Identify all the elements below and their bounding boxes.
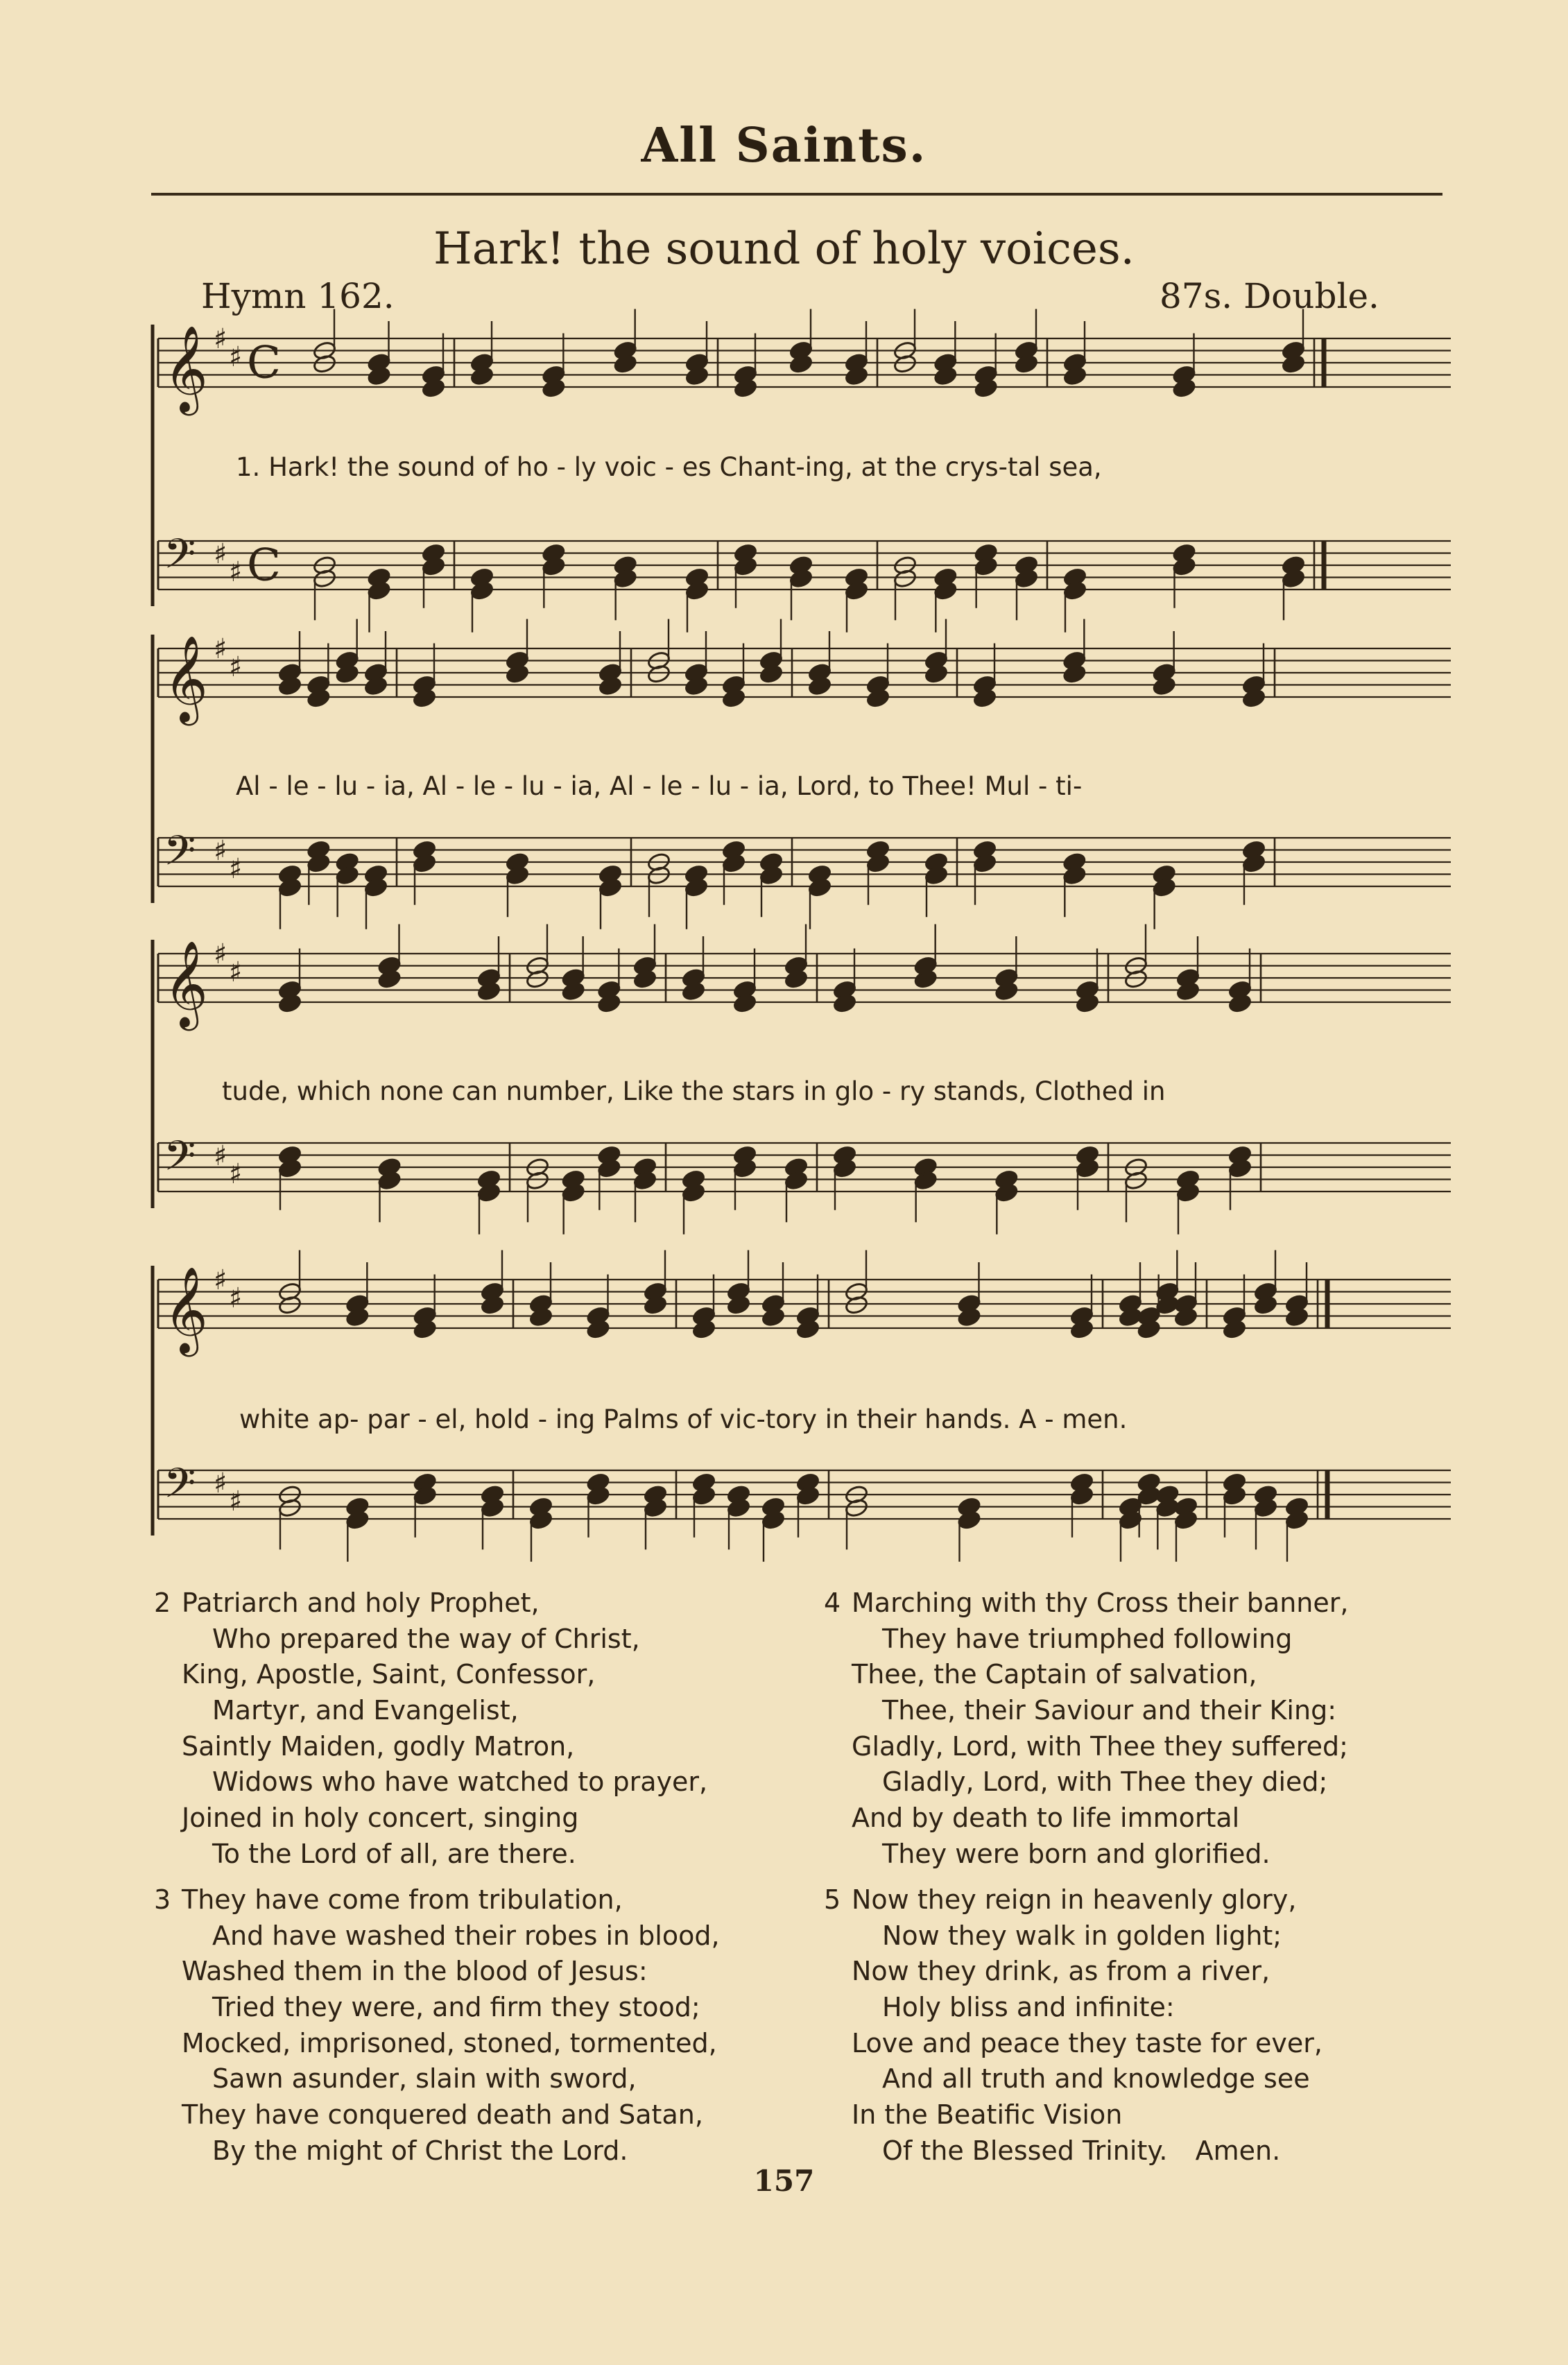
sharp-icon: ♯: [229, 1486, 243, 1517]
verse-line: They have triumphed following: [882, 1623, 1293, 1654]
verse-line: Love and peace they taste for ever,: [852, 2027, 1323, 2058]
verse-line: Marching with thy Cross their banner,: [852, 1588, 1349, 1618]
verse-line: Joined in holy concert, singing: [182, 1803, 579, 1834]
verse-5: [824, 1882, 1323, 2169]
amen-text: Amen.: [1195, 2135, 1281, 2166]
hymn-number: Hymn 162.: [201, 276, 395, 316]
verse-line: King, Apostle, Saint, Confessor,: [182, 1659, 596, 1690]
verse-line: Now they drink, as from a river,: [852, 1956, 1270, 1987]
verse-line: Thee, their Saviour and their King:: [882, 1695, 1336, 1726]
verse-line: Who prepared the way of Christ,: [212, 1623, 640, 1654]
verse-line: They have conquered death and Satan,: [182, 2099, 703, 2131]
treble-clef-icon: 𝄞: [164, 1266, 208, 1353]
verse-line: They were born and glorified.: [882, 1838, 1270, 1869]
bass-clef-icon: 𝄢: [164, 1459, 196, 1517]
verse-line: Gladly, Lord, with Thee they died;: [882, 1766, 1328, 1798]
verse-line: Now they reign in heavenly glory,: [852, 1884, 1297, 1915]
verse-line: Patriarch and holy Prophet,: [182, 1588, 540, 1618]
sharp-icon: ♯: [229, 956, 243, 988]
treble-clef-icon: 𝄞: [164, 635, 208, 722]
sharp-icon: ♯: [229, 341, 243, 373]
verse-line: And by death to life immortal: [852, 1803, 1240, 1834]
sharp-icon: ♯: [229, 651, 243, 683]
music-lyric-line: Al - le - lu - ia, Al - le - lu - ia, Al - le - lu - ia, Lord, to Thee! Mul - ti-: [236, 771, 1083, 801]
verse-line: In the Beatific Vision: [852, 2099, 1123, 2131]
verse-line: Martyr, and Evangelist,: [212, 1695, 519, 1726]
verse-3: [154, 1882, 720, 2169]
sharp-icon: ♯: [214, 633, 227, 665]
verse-line: By the might of Christ the Lord.: [212, 2135, 628, 2166]
verse-line: Saintly Maiden, godly Matron,: [182, 1730, 575, 1762]
verse-number: 5: [824, 1884, 841, 1915]
sharp-icon: ♯: [214, 538, 227, 570]
hymn-meter: 87s. Double.: [1160, 276, 1379, 316]
hymn-title: Hark! the sound of holy voices.: [433, 223, 1135, 275]
common-time-icon: C: [247, 337, 281, 389]
verse-line: And have washed their robes in blood,: [212, 1920, 720, 1951]
sharp-icon: ♯: [214, 323, 227, 355]
verse-2: [154, 1585, 708, 1873]
verse-line: Widows who have watched to prayer,: [212, 1766, 708, 1798]
sharp-icon: ♯: [214, 1264, 227, 1296]
verse-line: Now they walk in golden light;: [882, 1920, 1282, 1951]
sharp-icon: ♯: [214, 938, 227, 970]
verse-line-text: Of the Blessed Trinity.: [882, 2135, 1168, 2166]
verse-line: Sawn asunder, slain with sword,: [212, 2063, 637, 2095]
music-lyric-line: 1. Hark! the sound of ho - ly voic - es Chant-ing, at the crys-tal sea,: [236, 452, 1102, 482]
sharp-icon: ♯: [214, 835, 227, 867]
treble-clef-icon: 𝄞: [164, 325, 208, 412]
bass-clef-icon: 𝄢: [164, 826, 196, 885]
verse-line: And all truth and knowledge see: [882, 2063, 1310, 2095]
bass-clef-icon: 𝄢: [164, 1131, 196, 1190]
music-lyric-line: tude, which none can number, Like the stars in glo - ry stands, Clothed in: [222, 1076, 1166, 1106]
sharp-icon: ♯: [214, 1140, 227, 1172]
verse-number: 4: [824, 1588, 841, 1618]
sharp-icon: ♯: [229, 1282, 243, 1314]
verse-4: [824, 1585, 1349, 1873]
verse-line: Holy bliss and infinite:: [882, 1992, 1175, 2023]
verse-line: They have come from tribulation,: [182, 1884, 623, 1915]
section-title: All Saints.: [641, 118, 927, 173]
page-number: 157: [753, 2164, 815, 2198]
verse-line: Washed them in the blood of Jesus:: [182, 1956, 648, 1987]
verse-line: Mocked, imprisoned, stoned, tormented,: [182, 2027, 717, 2058]
treble-clef-icon: 𝄞: [164, 940, 208, 1027]
verse-number: 2: [154, 1588, 171, 1618]
bass-clef-icon: 𝄢: [164, 529, 196, 588]
verse-number: 3: [154, 1884, 171, 1915]
sharp-icon: ♯: [214, 1468, 227, 1499]
verse-line: To the Lord of all, are there.: [212, 1838, 576, 1869]
sharp-icon: ♯: [229, 556, 243, 588]
common-time-icon: C: [247, 540, 281, 592]
sharp-icon: ♯: [229, 853, 243, 885]
sharp-icon: ♯: [229, 1158, 243, 1190]
music-lyric-line: white ap- par - el, hold - ing Palms of vic-tory in their hands. A - men.: [239, 1404, 1128, 1434]
verse-line: Tried they were, and firm they stood;: [212, 1992, 700, 2023]
verse-line: Gladly, Lord, with Thee they suffered;: [852, 1730, 1348, 1762]
verse-line: Thee, the Captain of salvation,: [852, 1659, 1257, 1690]
